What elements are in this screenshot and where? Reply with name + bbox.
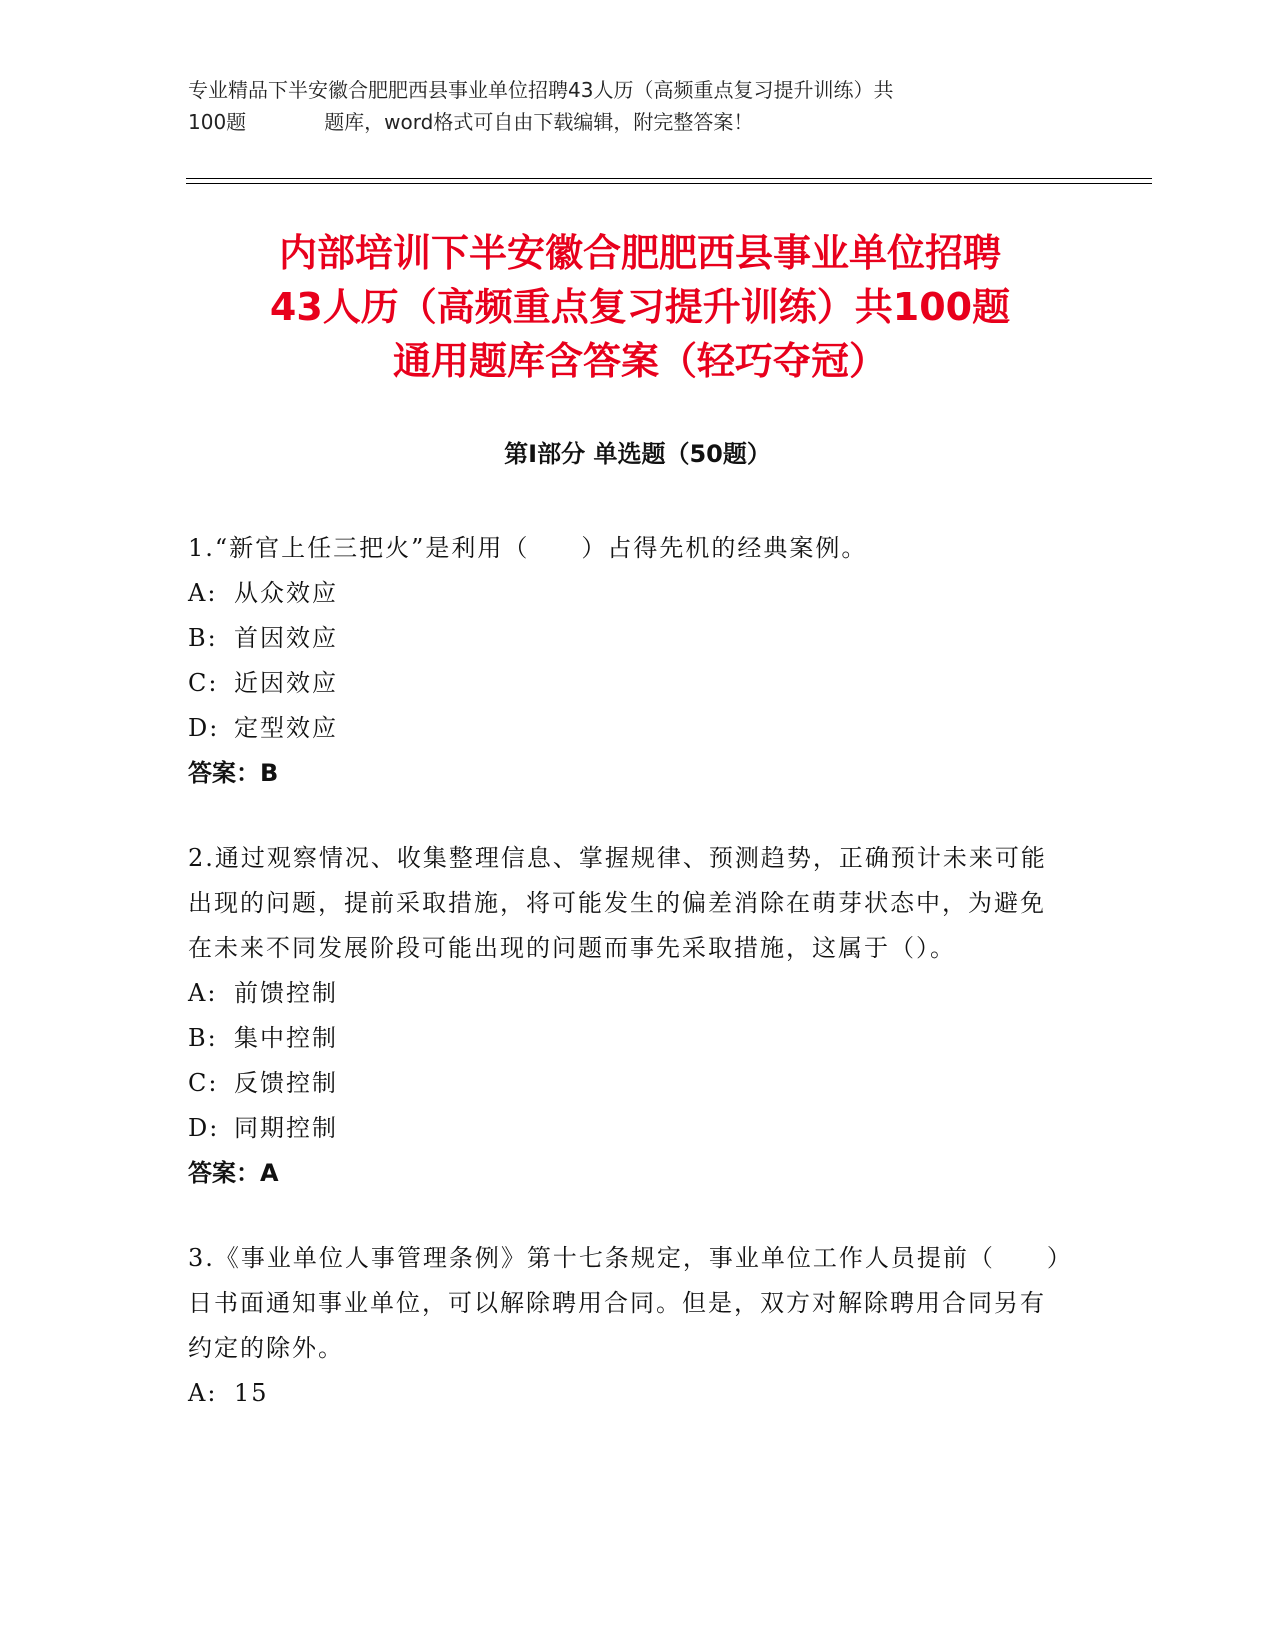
question-stem: 1.“新官上任三把火”是利用（ ）占得先机的经典案例。 bbox=[188, 534, 868, 562]
header-count: 100题 bbox=[188, 110, 247, 134]
document-title bbox=[160, 226, 1120, 388]
answer: 答案：B bbox=[188, 759, 279, 787]
section-heading: 第Ⅰ部分 单选题（50题） bbox=[504, 440, 771, 468]
option-c: C: 近因效应 bbox=[188, 669, 338, 697]
header-line-1: 专业精品下半安徽合肥肥西县事业单位招聘43人历（高频重点复习提升训练）共 bbox=[188, 78, 894, 102]
option-d: D: 定型效应 bbox=[188, 714, 338, 742]
question-list bbox=[188, 526, 1068, 1456]
header-description: 题库，word格式可自由下载编辑，附完整答案！ bbox=[324, 110, 754, 134]
option-c: C: 反馈控制 bbox=[188, 1069, 338, 1097]
option-b: B: 首因效应 bbox=[188, 624, 338, 652]
title-line-1: 内部培训下半安徽合肥肥西县事业单位招聘 bbox=[278, 231, 1001, 275]
question-2 bbox=[188, 836, 1068, 1196]
question-1 bbox=[188, 526, 1068, 796]
option-a: A: 前馈控制 bbox=[188, 979, 338, 1007]
header-line-2 bbox=[188, 106, 1088, 138]
question-stem: 3.《事业单位人事管理条例》第十七条规定，事业单位工作人员提前（ ）日书面通知事业单位，可以解除聘用合同。但是，双方对解除聘用合同另有约定的除外。 bbox=[188, 1244, 1061, 1362]
answer: 答案：A bbox=[188, 1159, 279, 1187]
option-b: B: 集中控制 bbox=[188, 1024, 338, 1052]
question-stem: 2.通过观察情况、收集整理信息、掌握规律、预测趋势，正确预计未来可能出现的问题，提前采取措施，将可能发生的偏差消除在萌芽状态中，为避免在未来不同发展阶段可能出现的问题而事先采取措施，这属于（）。 bbox=[188, 844, 1047, 962]
option-d: D: 同期控制 bbox=[188, 1114, 338, 1142]
title-line-2: 43人历（高频重点复习提升训练）共100题 bbox=[269, 285, 1011, 329]
page-header bbox=[188, 74, 1088, 138]
question-3 bbox=[188, 1236, 1068, 1416]
header-divider-bottom bbox=[186, 183, 1152, 184]
option-a: A: 从众效应 bbox=[188, 579, 338, 607]
option-a: A: 15 bbox=[188, 1379, 269, 1407]
title-line-3: 通用题库含答案（轻巧夺冠） bbox=[392, 339, 887, 383]
header-divider-top bbox=[186, 178, 1152, 179]
